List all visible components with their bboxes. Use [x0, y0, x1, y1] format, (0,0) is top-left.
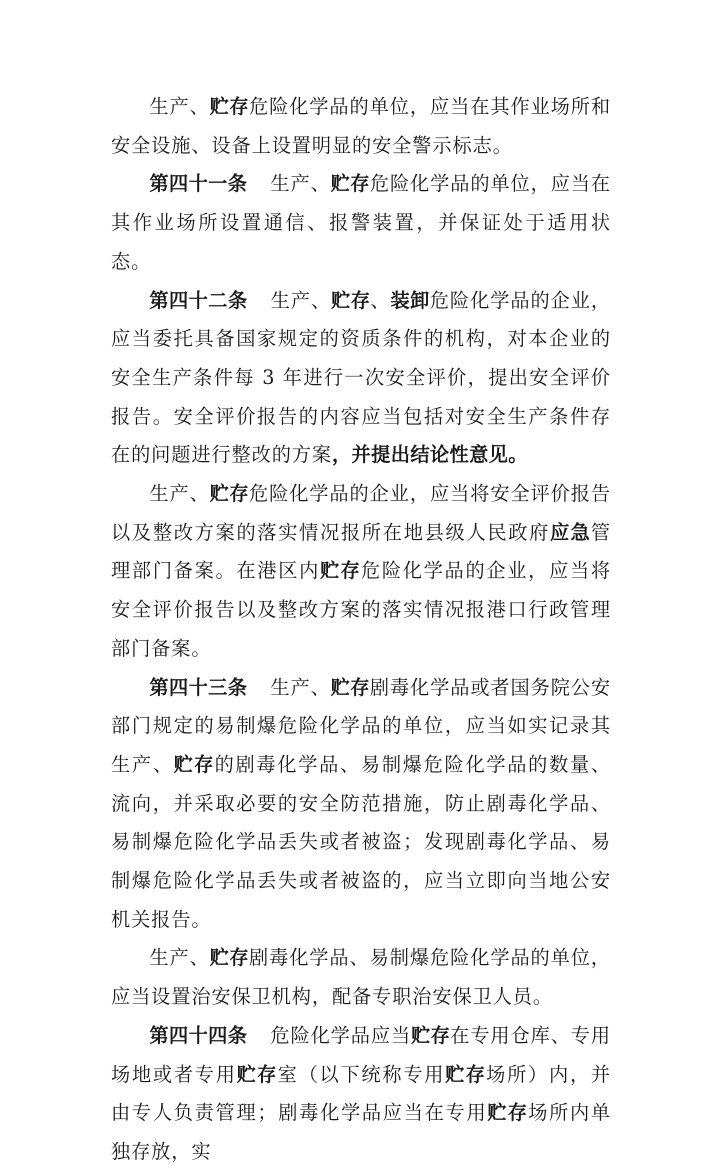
article-42-paragraph [111, 282, 611, 476]
text-run: 在专用仓库、专用场地或者专用 [111, 1023, 611, 1086]
bold-text: 贮存 [209, 482, 249, 506]
text-run: 危险化学品的企业，应当将安全评价报告以及整改方案的落实情况报港口行政管理部门备案。 [111, 559, 611, 660]
paragraph [111, 475, 611, 669]
text-run: 管理部门备案。在港区内 [111, 520, 611, 583]
text-run: 危险化学品应当 [270, 1023, 412, 1047]
paragraph [111, 939, 611, 1016]
bold-text: 贮存 [330, 172, 370, 196]
bold-text: ，并提出结论性意见。 [331, 443, 528, 467]
article-41-paragraph [111, 165, 611, 281]
article-43-paragraph [111, 669, 611, 940]
paragraph [111, 88, 611, 165]
bold-text: 第四十三条 [149, 675, 248, 699]
text-run: 的剧毒化学品、易制爆危险化学品的数量、流向，并采取必要的安全防范措施，防止剧毒化学品、易制爆危险化学品丢失或者被盗；发现剧毒化学品、易制爆危险化学品丢失或者被盗的，应当立即向当地公安机关报告。 [111, 752, 611, 931]
text-run: 生产、 [270, 675, 331, 699]
bold-text: 贮存 [331, 288, 371, 312]
text-run: 、 [370, 288, 391, 312]
bold-text: 贮存 [487, 1101, 529, 1125]
text-run: 剧毒化学品、易制爆危险化学品的单位，应当设置治安保卫机构，配备专职治安保卫人员。 [111, 946, 611, 1009]
text-run: 危险化学品的企业，应当将安全评价报告以及整改方案的落实情况报所在地县级人民政府 [111, 482, 611, 544]
text-run: 剧毒化学品或者国务院公安部门规定的易制爆危险化学品的单位，应当如实记录其生产、 [111, 675, 611, 776]
bold-text: 应急 [550, 520, 591, 544]
text-run: 危险化学品的单位，应当在其作业场所设置通信、报警装置，并保证处于适用状态。 [111, 172, 611, 273]
bold-text: 贮存 [173, 752, 215, 776]
text-run: 场所）内，并由专人负责管理；剧毒化学品应当在专用 [111, 1062, 611, 1125]
bold-text: 第四十二条 [149, 288, 248, 312]
bold-text: 贮存 [320, 559, 361, 583]
text-run: 生产、 [149, 95, 210, 118]
text-run: 室（以下统称专用 [277, 1062, 446, 1086]
text-run: 危险化学品的企业，应当委托具备国家规定的资质条件的机构，对本企业的安全生产条件每 3 年进行一次安全评价，提出安全评价报告。安全评价报告的内容应当包括对安全生产条件存在的问题进行整改的方案 [111, 288, 611, 467]
bold-text: 贮存 [411, 1023, 451, 1047]
bold-text: 贮存 [209, 946, 249, 970]
bold-text: 贮存 [445, 1062, 487, 1086]
text-run: 生产、 [149, 946, 210, 970]
article-44-paragraph [111, 1017, 611, 1172]
text-run: 生产、 [270, 288, 332, 312]
bold-text: 贮存 [236, 1062, 278, 1086]
bold-text: 贮存 [209, 95, 249, 118]
text-run: 危险化学品的单位，应当在其作业场所和安全设施、设备上设置明显的安全警示标志。 [111, 95, 611, 157]
bold-text: 贮存 [330, 675, 370, 699]
text-run: 场所内单独存放，实 [111, 1101, 611, 1163]
text-run: 生产、 [149, 482, 210, 506]
document-body [111, 88, 611, 1172]
bold-text: 装卸 [390, 288, 430, 312]
text-run: 生产、 [270, 172, 331, 196]
bold-text: 第四十一条 [149, 172, 248, 196]
bold-text: 第四十四条 [149, 1023, 248, 1047]
